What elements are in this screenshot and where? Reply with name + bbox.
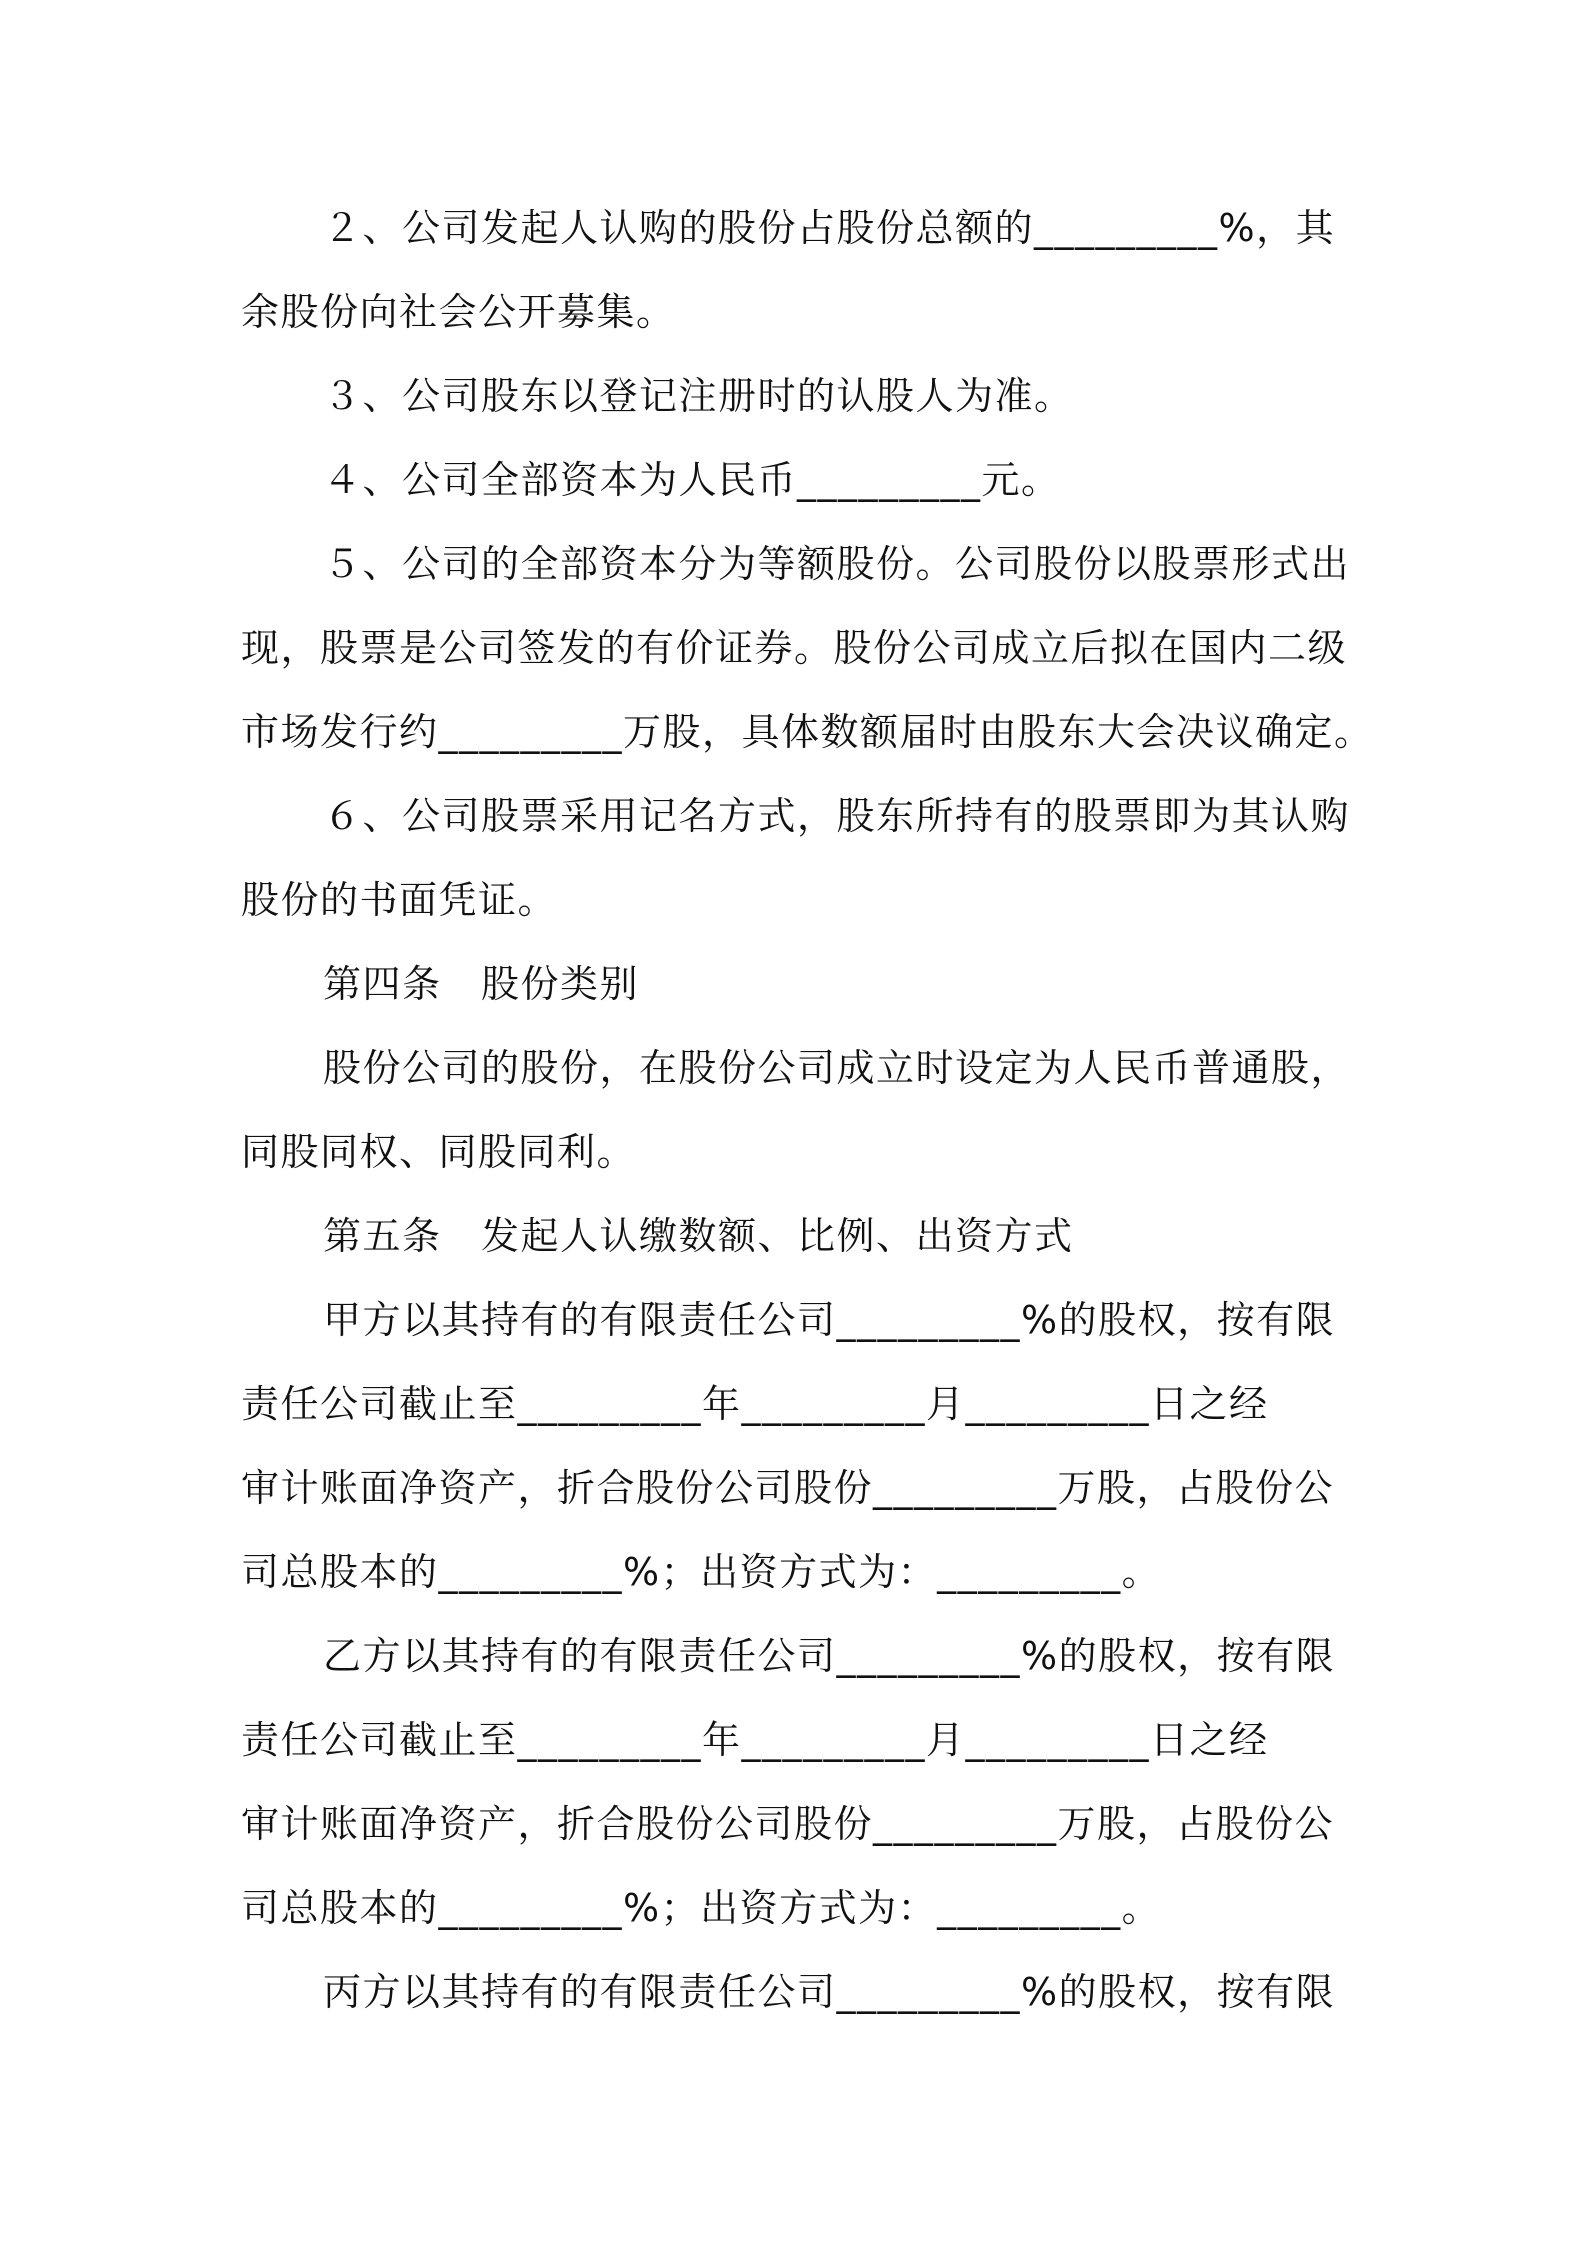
- party-a-line-1: 甲方以其持有的有限责任公司_________%的股权，按有限: [323, 1298, 1336, 1342]
- article-4-body: 股份公司的股份，在股份公司成立时设定为人民币普通股，: [323, 1046, 1351, 1090]
- text-line: [0, 186, 1586, 270]
- text-line: [0, 1614, 1586, 1698]
- party-b-line-4: 司总股本的_________%；出资方式为：_________。: [241, 1886, 1162, 1930]
- text-line: [0, 774, 1586, 858]
- party-b-line-3: 审计账面净资产，折合股份公司股份_________万股，占股份公: [241, 1802, 1335, 1846]
- clause-6: ６、公司股票采用记名方式，股东所持有的股票即为其认购: [323, 794, 1351, 838]
- clause-5-cont-2: 市场发行约_________万股，具体数额届时由股东大会决议确定。: [241, 710, 1374, 754]
- clause-5-cont-1: 现，股票是公司签发的有价证券。股份公司成立后拟在国内二级: [241, 626, 1348, 670]
- clause-2-cont: 余股份向社会公开募集。: [241, 290, 676, 334]
- text-line: [0, 1278, 1586, 1362]
- party-b-line-1: 乙方以其持有的有限责任公司_________%的股权，按有限: [323, 1634, 1336, 1678]
- party-a-line-4: 司总股本的_________%；出资方式为：_________。: [241, 1550, 1162, 1594]
- article-4-heading: 第四条 股份类别: [323, 962, 640, 1006]
- text-line: [0, 1698, 1586, 1782]
- text-line: [0, 1446, 1586, 1530]
- text-line: [0, 1026, 1586, 1110]
- party-c-line-1: 丙方以其持有的有限责任公司_________%的股权，按有限: [323, 1970, 1336, 2014]
- party-a-line-3: 审计账面净资产，折合股份公司股份_________万股，占股份公: [241, 1466, 1335, 1510]
- text-line: [0, 522, 1586, 606]
- clause-5: ５、公司的全部资本分为等额股份。公司股份以股票形式出: [323, 542, 1351, 586]
- clause-3: ３、公司股东以登记注册时的认股人为准。: [323, 374, 1074, 418]
- text-line: [0, 1866, 1586, 1950]
- article-5-heading: 第五条 发起人认缴数额、比例、出资方式: [323, 1214, 1074, 1258]
- text-line: [0, 606, 1586, 690]
- text-line: [0, 1194, 1586, 1278]
- text-line: [0, 354, 1586, 438]
- party-a-line-2: 责任公司截止至_________年_________月_________日之经: [241, 1382, 1269, 1426]
- text-line: [0, 270, 1586, 354]
- party-b-line-2: 责任公司截止至_________年_________月_________日之经: [241, 1718, 1269, 1762]
- text-line: [0, 438, 1586, 522]
- clause-2: ２、公司发起人认购的股份占股份总额的_________%，其: [323, 206, 1336, 250]
- text-line: [0, 858, 1586, 942]
- clause-6-cont: 股份的书面凭证。: [241, 878, 558, 922]
- text-line: [0, 1362, 1586, 1446]
- text-line: [0, 1950, 1586, 2034]
- article-4-body-cont: 同股同权、同股同利。: [241, 1130, 637, 1174]
- text-line: [0, 1530, 1586, 1614]
- text-line: [0, 942, 1586, 1026]
- clause-4: ４、公司全部资本为人民币_________元。: [323, 458, 1061, 502]
- text-line: [0, 1110, 1586, 1194]
- text-line: [0, 1782, 1586, 1866]
- text-line: [0, 690, 1586, 774]
